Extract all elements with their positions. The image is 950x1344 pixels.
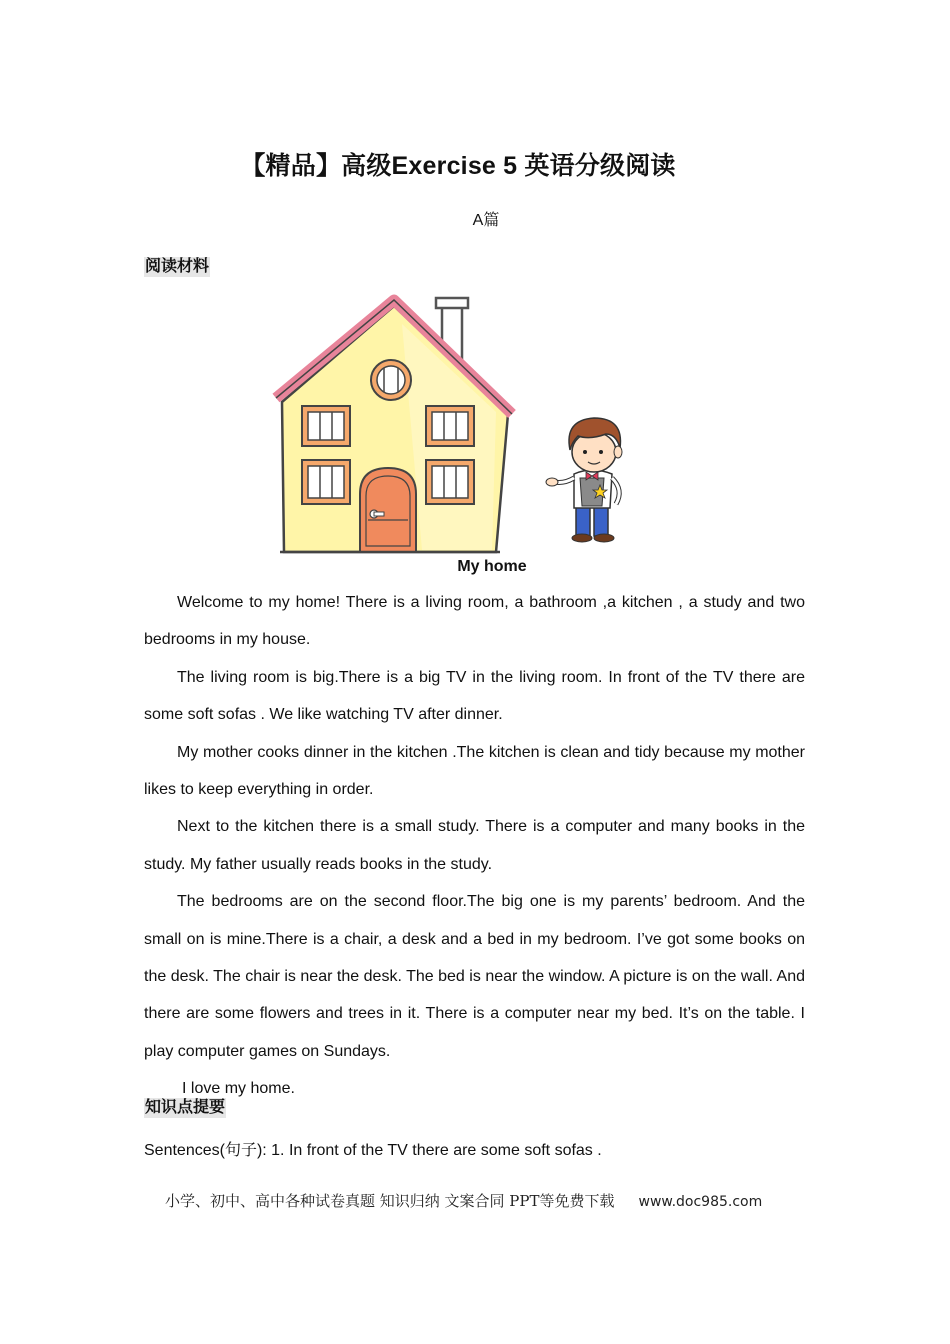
- page-footer: [165, 1190, 762, 1211]
- boy-character: [546, 418, 622, 542]
- key-sentence: Sentences(句子): 1. In front of the TV there are some soft sofas .: [144, 1142, 602, 1159]
- house-illustration: [272, 294, 642, 560]
- footer-text: 小学、初中、高中各种试卷真题 知识归纳 文案合同 PPT等免费下载: [165, 1192, 615, 1210]
- round-window: [371, 360, 411, 400]
- passage-paragraph: My mother cooks dinner in the kitchen .The kitchen is clean and tidy because my mother likes to keep everything in order.: [144, 743, 805, 799]
- window-bottom-right: [426, 460, 474, 504]
- passage-paragraph: Welcome to my home! There is a living room, a bathroom ,a kitchen , a study and two bedrooms in my house.: [144, 594, 805, 649]
- section-heading-key-points: 知识点提要: [145, 1099, 226, 1116]
- window-top-left: [302, 406, 350, 446]
- passage-subtitle: A篇: [472, 212, 500, 229]
- window-top-right: [426, 406, 474, 446]
- passage-paragraph: The bedrooms are on the second floor.The big one is my parents’ bedroom. And the small on is mine.There is a chair, a desk and a bed in my bedroom. I’ve got some books on the desk. The chair is near the desk. The bed is near the window. A picture is on the wall. And there are some flowers and trees in it. There is a computer near my bed. It’s on the table. I play computer games on Sundays.: [144, 893, 805, 1060]
- page-title: 【精品】高级Exercise 5 英语分级阅读: [240, 152, 676, 180]
- window-bottom-left: [302, 460, 350, 504]
- section-heading-reading-material: 阅读材料: [145, 258, 210, 275]
- passage-paragraph: The living room is big.There is a big TV in the living room. In front of the TV there are some soft sofas . We like watching TV after dinner.: [144, 668, 805, 724]
- footer-site-link[interactable]: www.doc985.com: [638, 1194, 763, 1210]
- passage-paragraph: I love my home.: [182, 1080, 295, 1098]
- front-door: [360, 468, 416, 552]
- reading-passage: [144, 584, 805, 1108]
- passage-paragraph: Next to the kitchen there is a small study. There is a computer and many books in the study. My father usually reads books in the study.: [144, 818, 805, 873]
- figure-caption: My home: [457, 558, 527, 575]
